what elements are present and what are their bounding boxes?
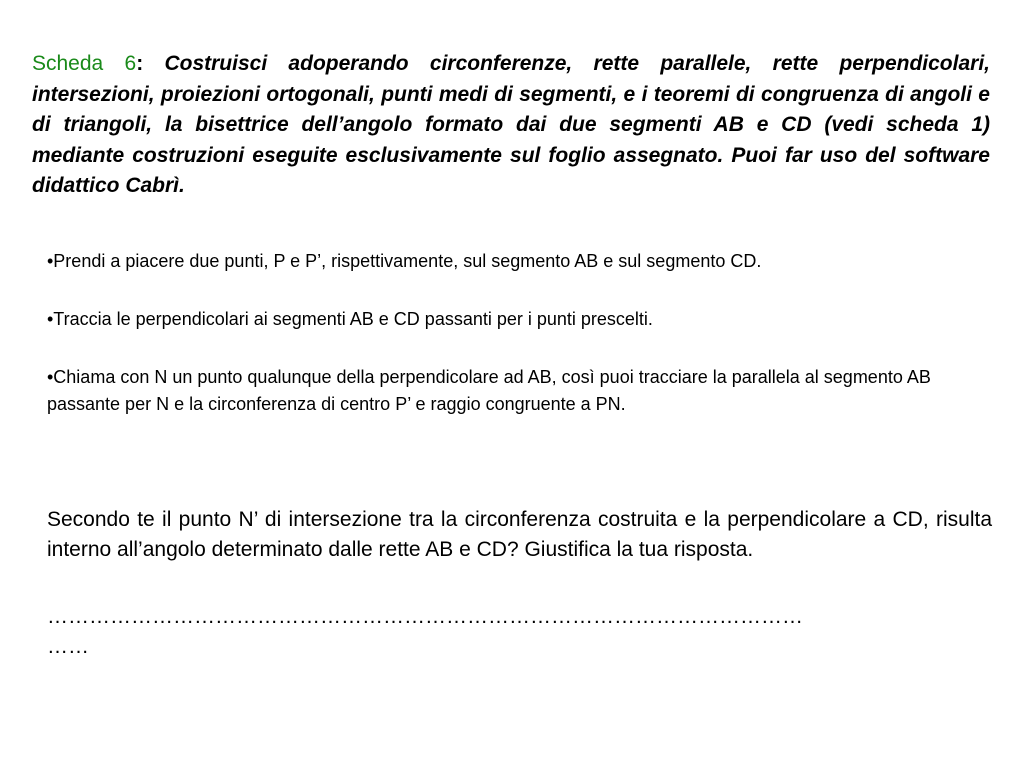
bullet-step-1: •Prendi a piacere due punti, P e P’, rispettivamente, sul segmento AB e sul segmento CD.	[47, 251, 762, 271]
exercise-header	[32, 49, 990, 202]
bullet-step-3: •Chiama con N un punto qualunque della perpendicolare ad AB, così puoi tracciare la parallela al segmento AB passante per N e la circonferenza di centro P’ e raggio congruente a PN.	[47, 367, 931, 414]
scheda-label: Scheda 6	[32, 52, 137, 75]
header-colon: :	[136, 52, 144, 75]
exercise-instructions: Costruisci adoperando circonferenze, rette parallele, rette perpendicolari, intersezioni, proiezioni ortogonali, punti medi di segmenti, e i teoremi di congruenza di angoli e di triangoli, la bisettrice dell’angolo formato dai due segmenti AB e CD (vedi scheda 1) mediante costruzioni eseguite esclusivamente sul foglio assegnato. Puoi far uso del software didattico Cabrì.	[32, 52, 990, 197]
answer-line-1: ………………………………………………………………………………………………	[47, 605, 803, 628]
answer-line-2: ……	[47, 635, 89, 658]
bullet-step-2: •Traccia le perpendicolari ai segmenti AB e CD passanti per i punti prescelti.	[47, 309, 653, 329]
question-text: Secondo te il punto N’ di intersezione tra la circonferenza costruita e la perpendicolare a CD, risulta interno all’angolo determinato dalle rette AB e CD? Giustifica la tua risposta.	[47, 508, 992, 561]
